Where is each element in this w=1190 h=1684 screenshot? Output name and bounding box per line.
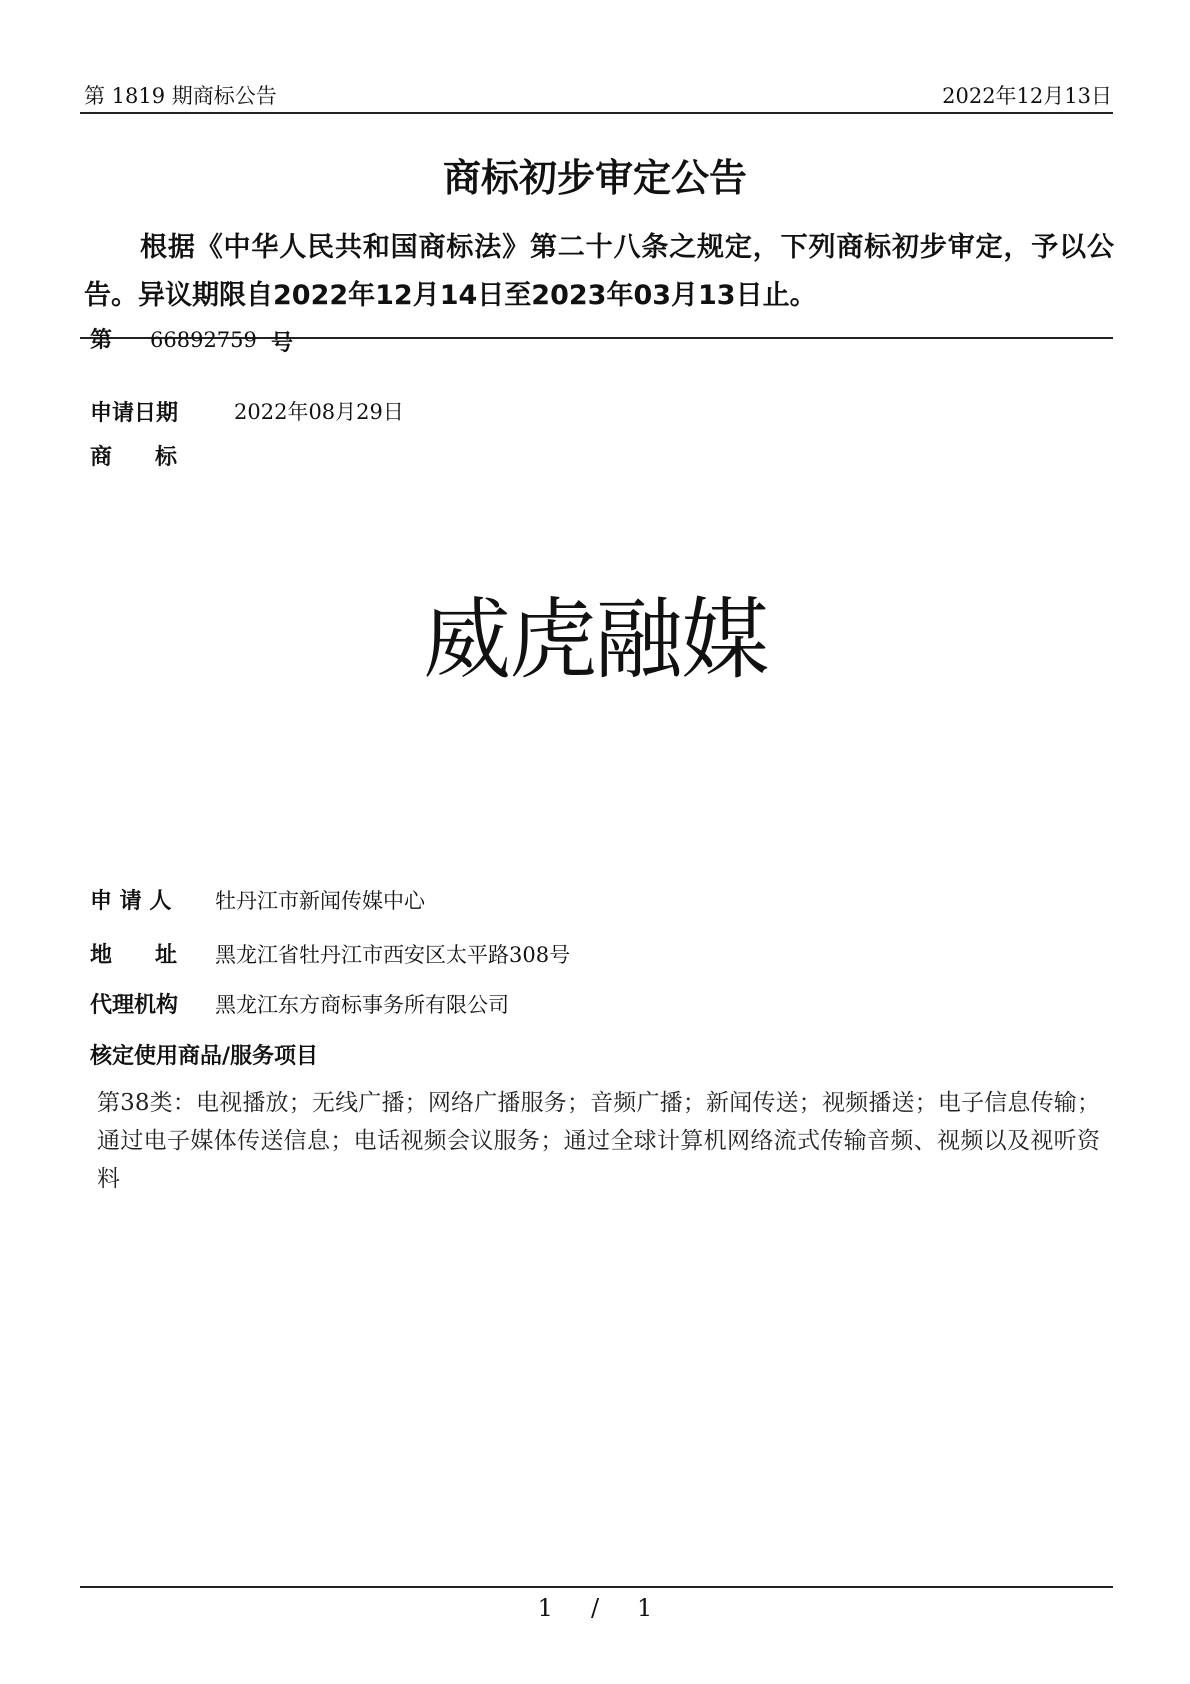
apply-date-value: 2022年08月29日 [234, 400, 404, 424]
address-label-second: 址 [155, 943, 178, 968]
application-number: 66892759 [150, 328, 257, 352]
agent-label: 代理机构 [90, 993, 179, 1018]
mark-label-first: 商 [90, 445, 113, 470]
intro-paragraph: 根据《中华人民共和国商标法》第二十八条之规定，下列商标初步审定，予以公告。异议期限自2022年12月14日至2023年03月13日止。 [84, 232, 1114, 311]
applicant-label: 申 请 人 [90, 889, 172, 914]
apply-date-label: 申请日期 [90, 401, 179, 426]
number-label-suffix: 号 [271, 331, 294, 356]
trademark-mark: 威虎融媒 [422, 588, 767, 691]
header-date: 2022年12月13日 [942, 84, 1112, 108]
number-label-prefix: 第 [90, 328, 113, 353]
page-separator: / [590, 1594, 600, 1622]
applicant-value: 牡丹江市新闻传媒中心 [215, 889, 425, 913]
agent-value: 黑龙江东方商标事务所有限公司 [215, 993, 509, 1017]
address-value: 黑龙江省牡丹江市西安区太平路308号 [215, 943, 571, 967]
mark-label-second: 标 [155, 445, 178, 470]
page-number: 1 [537, 1594, 553, 1622]
header-divider [80, 112, 1113, 114]
footer-divider [80, 1586, 1113, 1588]
page-total: 1 [637, 1594, 653, 1622]
page-footer [0, 1594, 1190, 1622]
page-title: 商标初步审定公告 [442, 156, 747, 200]
address-label-first: 地 [90, 943, 113, 968]
header-issue: 第 1819 期商标公告 [84, 84, 277, 108]
goods-description: 第38类：电视播放；无线广播；网络广播服务；音频广播；新闻传送；视频播送；电子信息传输；通过电子媒体传送信息；电话视频会议服务；通过全球计算机网络流式传输音频、视频以及视听资料 [97, 1090, 1100, 1192]
goods-label: 核定使用商品/服务项目 [90, 1044, 319, 1069]
